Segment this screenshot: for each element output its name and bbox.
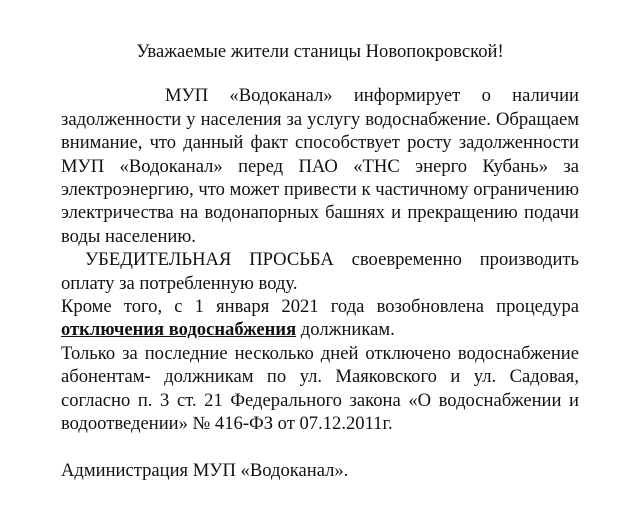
disconnection-prefix: Кроме того, с 1 января 2021 года возобновлена процедура	[61, 296, 579, 318]
disconnection-emphasis: отключения водоснабжения	[61, 319, 297, 341]
notice-document	[61, 40, 579, 482]
paragraph-debt-info: МУП «Водоканал» информирует о наличии задолженности у населения за услугу водоснабжение. Обращаем внимание, что данный факт способствует росту задолженности МУП «Водоканал» перед ПАО «ТНС энерго Кубань» за электроэнергию, что может привести к частичному ограничению электричества на водонапорных башнях и прекращению подачи воды населению.	[61, 85, 579, 247]
paragraph-disconnection-procedure	[61, 295, 579, 342]
signature: Администрация МУП «Водоканал».	[61, 459, 349, 481]
paragraph-recent-disconnections: Только за последние несколько дней отключено водоснабжение абонентам- должникам по ул. Маяковского и ул. Садовая, согласно п. 3 ст. 21 Федерального закона «О водоснабжении и водоотведении» № 416-ФЗ от 07.12.2011г.	[61, 342, 579, 435]
paragraph-payment-request: УБЕДИТЕЛЬНАЯ ПРОСЬБА своевременно производить оплату за потребленную воду.	[61, 249, 579, 294]
notice-title: Уважаемые жители станицы Новопокровской!	[136, 41, 504, 62]
disconnection-suffix: должникам.	[296, 319, 395, 341]
